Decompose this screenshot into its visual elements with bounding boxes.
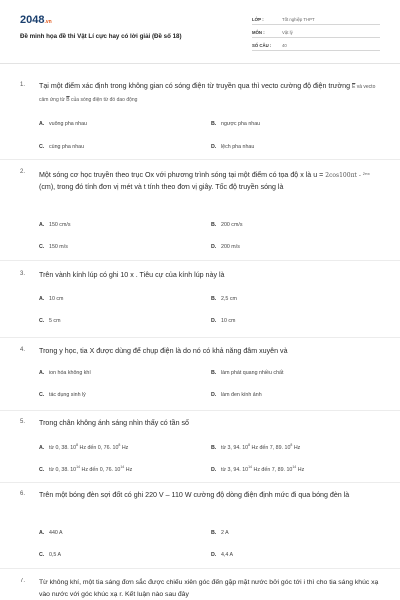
option-label: A. (39, 370, 45, 376)
option-c[interactable] (39, 465, 207, 473)
question-text-part: Tại một điểm xác định trong không gian có sóng điện từ truyền qua thì vecto cường độ điện trường (39, 82, 352, 90)
question-number: 2. (20, 169, 26, 175)
option-c[interactable] (39, 144, 207, 150)
question-text: Từ không khí, một tia sáng đơn sắc được chiếu xiên góc đến gặp mặt nước bởi góc tới i thì cho tia sáng khúc xạ vào nước với góc khúc xạ r. Kết luận nào sau đây (39, 579, 379, 598)
option-text: 150 m/s (49, 244, 68, 250)
option-text: Hz đến 0, 76. 10 (80, 466, 121, 473)
option-text: Hz đến 7, 89. 10 (250, 444, 291, 451)
option-text: 200 cm/s (221, 222, 243, 228)
option-b[interactable] (211, 443, 379, 451)
option-text: ngược pha nhau (221, 121, 261, 127)
meta-value: Tốt nghiệp THPT (282, 16, 315, 22)
option-text: 440 A (49, 530, 63, 536)
question-text: Trong y học, tia X được dùng để chụp điện là do nó có khả năng đâm xuyên và (39, 347, 288, 355)
question-text-part: của sóng điện từ đó dao động (69, 96, 138, 103)
option-text: 10 cm (221, 318, 236, 324)
question-number: 7. (20, 578, 26, 584)
option-d[interactable] (211, 465, 379, 473)
option-label: D. (211, 392, 217, 398)
option-text: Hz (296, 466, 305, 473)
question-number: 3. (20, 271, 26, 277)
meta-row-count (252, 40, 380, 51)
option-text: từ 0, 38. 10 (49, 444, 77, 451)
option-c[interactable] (39, 552, 207, 558)
option-text: Hz (120, 444, 129, 451)
option-c[interactable] (39, 318, 207, 324)
brand-suffix: .vn (44, 19, 52, 25)
question-text: Trên một bóng đèn sợi đốt có ghi 220 V – 110 W cường độ dòng điện định mức đi qua bóng đèn là (39, 491, 350, 499)
question-text (39, 81, 385, 106)
option-label: D. (211, 144, 217, 150)
option-label: A. (39, 530, 45, 536)
question-7 (20, 578, 390, 600)
option-label: B. (211, 444, 217, 451)
option-label: A. (39, 296, 45, 302)
option-b[interactable] (211, 530, 379, 536)
option-text: từ 3, 94. 10 (221, 466, 249, 473)
question-number: 1. (20, 82, 26, 88)
option-text: 4,4 A (221, 552, 234, 558)
question-number: 5. (20, 419, 26, 425)
option-text: 2 A (221, 530, 229, 536)
brand-name: 2048 (20, 14, 45, 26)
question-separator (0, 159, 400, 160)
question-separator (0, 568, 400, 569)
meta-key: MÔN : (252, 29, 265, 35)
option-exponent: 14 (292, 465, 297, 469)
option-text: từ 0, 38. 10 (49, 466, 77, 473)
option-label: C. (39, 144, 45, 150)
option-label: B. (211, 530, 217, 536)
option-d[interactable] (211, 392, 379, 398)
option-text: 200 m/s (221, 244, 240, 250)
option-text: 5 cm (49, 318, 61, 324)
question-text-part: và vecto cảm ứng từ (39, 84, 376, 103)
question-separator (0, 410, 400, 411)
option-text: lệch pha nhau (221, 144, 255, 150)
question-number: 4. (20, 347, 26, 353)
option-text: Hz đến 7, 89. 10 (252, 466, 293, 473)
option-a[interactable] (39, 443, 207, 451)
option-b[interactable] (211, 296, 379, 302)
question-separator (0, 260, 400, 261)
meta-value: 40 (282, 42, 287, 48)
option-text: 2,5 cm (221, 296, 237, 302)
option-d[interactable] (211, 144, 379, 150)
option-label: C. (39, 466, 45, 473)
option-label: C. (39, 318, 45, 324)
option-exponent: 8 (118, 443, 121, 447)
option-c[interactable] (39, 244, 207, 250)
vector-b: $\overline{B}$ (66, 96, 70, 103)
document-header (0, 0, 400, 56)
option-text: Hz (124, 466, 133, 473)
wave-equation-fraction: 2πx (362, 171, 370, 176)
site-logo[interactable] (20, 14, 52, 26)
option-label: A. (39, 222, 45, 228)
meta-row-subject (252, 27, 380, 38)
option-label: D. (211, 466, 217, 473)
option-label: D. (211, 552, 217, 558)
question-separator (0, 337, 400, 338)
option-exponent: 14 (76, 465, 81, 469)
option-text: Hz đến 0, 76. 10 (78, 444, 119, 451)
option-label: C. (39, 244, 45, 250)
document-title: Đề minh họa đề thi Vật Lí cực hay có lời giải (Đề số 18) (20, 33, 182, 40)
option-label: B. (211, 370, 217, 376)
option-a[interactable] (39, 530, 207, 536)
option-d[interactable] (211, 552, 379, 558)
question-separator (0, 482, 400, 483)
option-exponent: 14 (248, 465, 253, 469)
option-text: ion hóa không khí (49, 370, 91, 376)
option-label: C. (39, 392, 45, 398)
option-a[interactable] (39, 296, 207, 302)
option-b[interactable] (211, 370, 379, 376)
option-b[interactable] (211, 121, 379, 127)
option-b[interactable] (211, 222, 379, 228)
option-exponent: 8 (76, 443, 79, 447)
meta-value: Vật lý (282, 29, 293, 35)
meta-row-class (252, 14, 380, 25)
option-a[interactable] (39, 121, 207, 127)
wave-equation: 2cos100πt - (325, 172, 363, 179)
option-text: Hz (292, 444, 301, 451)
meta-key: SỐ CÂU : (252, 42, 272, 48)
option-text: từ 3, 94. 10 (221, 444, 249, 451)
header-divider (0, 63, 400, 64)
option-text: làm đen kính ảnh (221, 392, 262, 398)
vector-e: $\overline{E}$ (352, 84, 356, 90)
option-label: C. (39, 552, 45, 558)
question-number: 6. (20, 491, 26, 497)
option-a[interactable] (39, 370, 207, 376)
option-a[interactable] (39, 222, 207, 228)
option-exponent: 8 (248, 443, 251, 447)
option-label: B. (211, 222, 217, 228)
option-text: tác dụng sinh lý (49, 392, 86, 398)
option-label: D. (211, 244, 217, 250)
option-text: vuông pha nhau (49, 121, 87, 127)
question-text-part: (cm), trong đó tính đơn vị mét và t tính theo đơn vị giây. Tốc độ truyền sóng là (39, 182, 284, 191)
meta-key: LỚP : (252, 16, 264, 22)
option-exponent: 14 (120, 465, 125, 469)
document-meta (252, 14, 380, 53)
question-text: Trên vành kính lúp có ghi 10 x . Tiêu cự của kính lúp này là (39, 271, 225, 279)
option-label: A. (39, 121, 45, 127)
option-text: 10 cm (49, 296, 64, 302)
option-d[interactable] (211, 244, 379, 250)
option-text: cùng pha nhau (49, 144, 85, 150)
option-text: 0,5 A (49, 552, 62, 558)
question-text (39, 168, 385, 193)
option-c[interactable] (39, 392, 207, 398)
option-exponent: 8 (290, 443, 293, 447)
question-text: Trong chân không ánh sáng nhìn thấy có tần số (39, 419, 189, 427)
option-label: D. (211, 318, 217, 324)
option-text: 150 cm/s (49, 222, 71, 228)
option-label: B. (211, 296, 217, 302)
option-label: A. (39, 444, 45, 451)
option-d[interactable] (211, 318, 379, 324)
option-label: B. (211, 121, 217, 127)
question-text-part: Một sóng cơ học truyền theo trục Ox với phương trình sóng tại một điểm có tọa độ x là u = (39, 171, 326, 179)
option-text: làm phát quang nhiều chất (221, 370, 284, 376)
